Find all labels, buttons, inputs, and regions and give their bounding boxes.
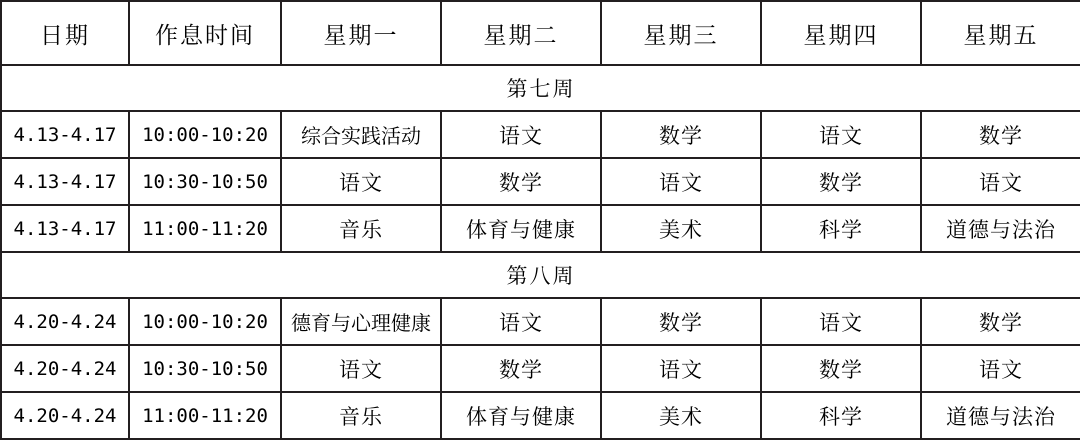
table-body [1, 65, 1080, 439]
cell-date: 4.20-4.24 [1, 392, 129, 439]
cell-subject-monday: 语文 [281, 158, 441, 205]
table-row [1, 158, 1080, 205]
column-header-time: 作息时间 [129, 1, 281, 65]
cell-subject-friday: 语文 [921, 158, 1080, 205]
week-title-row [1, 65, 1080, 111]
cell-subject-friday: 数学 [921, 111, 1080, 158]
cell-subject-friday: 道德与法治 [921, 205, 1080, 252]
cell-subject-tuesday: 体育与健康 [441, 205, 601, 252]
cell-subject-thursday: 数学 [761, 345, 921, 392]
cell-subject-friday: 数学 [921, 298, 1080, 345]
cell-date: 4.20-4.24 [1, 345, 129, 392]
cell-date: 4.13-4.17 [1, 158, 129, 205]
table-row [1, 205, 1080, 252]
cell-subject-thursday: 科学 [761, 392, 921, 439]
column-header-friday: 星期五 [921, 1, 1080, 65]
cell-subject-thursday: 语文 [761, 111, 921, 158]
cell-subject-wednesday: 语文 [601, 158, 761, 205]
cell-subject-tuesday: 语文 [441, 111, 601, 158]
week-title: 第八周 [1, 252, 1080, 298]
cell-subject-monday: 音乐 [281, 205, 441, 252]
table-row [1, 111, 1080, 158]
cell-time: 11:00-11:20 [129, 205, 281, 252]
cell-subject-thursday: 语文 [761, 298, 921, 345]
column-header-monday: 星期一 [281, 1, 441, 65]
cell-time: 10:00-10:20 [129, 298, 281, 345]
cell-time: 10:30-10:50 [129, 345, 281, 392]
cell-subject-monday: 语文 [281, 345, 441, 392]
cell-subject-friday: 道德与法治 [921, 392, 1080, 439]
column-header-tuesday: 星期二 [441, 1, 601, 65]
cell-subject-wednesday: 数学 [601, 298, 761, 345]
column-header-thursday: 星期四 [761, 1, 921, 65]
cell-subject-wednesday: 数学 [601, 111, 761, 158]
table-head [1, 1, 1080, 65]
cell-subject-tuesday: 数学 [441, 345, 601, 392]
cell-time: 10:30-10:50 [129, 158, 281, 205]
cell-time: 11:00-11:20 [129, 392, 281, 439]
week-title-row [1, 252, 1080, 298]
cell-time: 10:00-10:20 [129, 111, 281, 158]
table-row [1, 392, 1080, 439]
cell-subject-monday: 音乐 [281, 392, 441, 439]
cell-date: 4.20-4.24 [1, 298, 129, 345]
cell-subject-friday: 语文 [921, 345, 1080, 392]
cell-subject-monday: 德育与心理健康 [281, 298, 441, 345]
table-row [1, 345, 1080, 392]
cell-subject-wednesday: 美术 [601, 205, 761, 252]
cell-subject-wednesday: 语文 [601, 345, 761, 392]
week-title: 第七周 [1, 65, 1080, 111]
header-row [1, 1, 1080, 65]
cell-subject-thursday: 数学 [761, 158, 921, 205]
cell-subject-tuesday: 数学 [441, 158, 601, 205]
cell-subject-tuesday: 体育与健康 [441, 392, 601, 439]
cell-subject-thursday: 科学 [761, 205, 921, 252]
cell-date: 4.13-4.17 [1, 205, 129, 252]
column-header-wednesday: 星期三 [601, 1, 761, 65]
cell-subject-wednesday: 美术 [601, 392, 761, 439]
cell-subject-monday: 综合实践活动 [281, 111, 441, 158]
cell-subject-tuesday: 语文 [441, 298, 601, 345]
table-row [1, 298, 1080, 345]
column-header-date: 日期 [1, 1, 129, 65]
cell-date: 4.13-4.17 [1, 111, 129, 158]
